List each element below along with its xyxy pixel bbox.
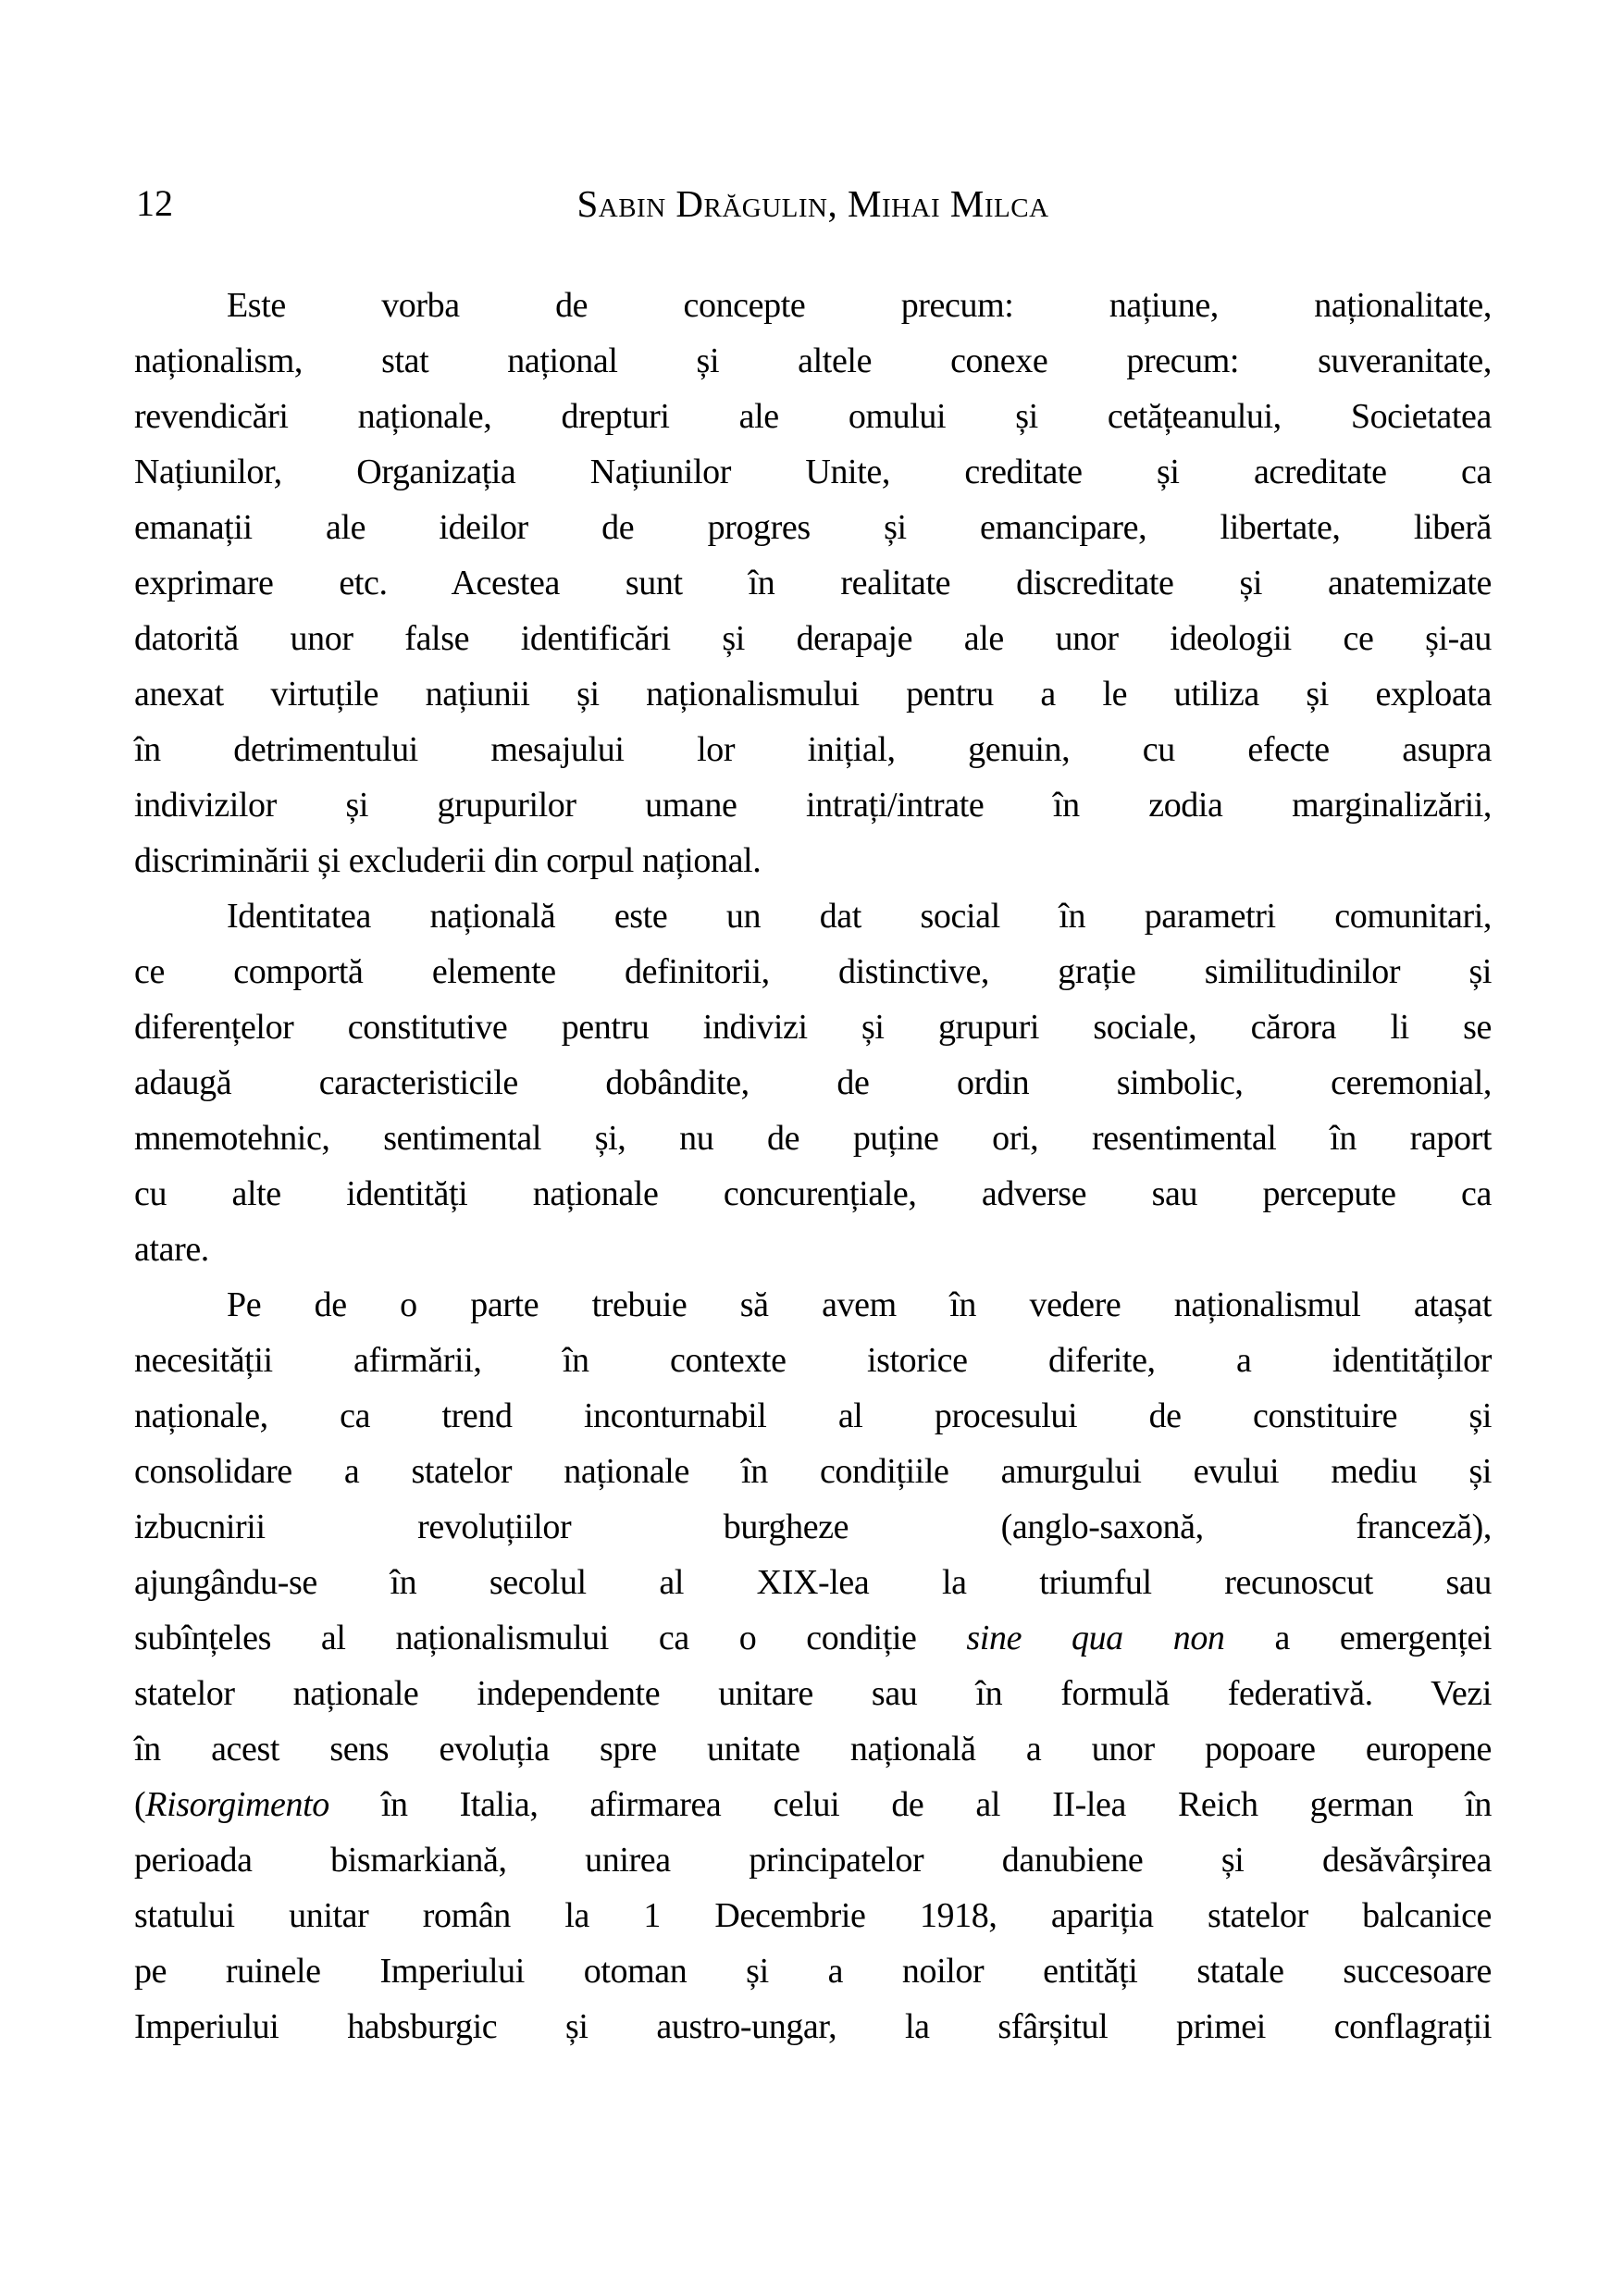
text-segment: în detrimentului mesajului lor inițial, genuin, cu efecte asupra bbox=[134, 730, 1492, 769]
text-line bbox=[134, 1499, 1492, 1555]
text-line bbox=[134, 1166, 1492, 1222]
text-line bbox=[134, 1555, 1492, 1610]
text-segment: Națiunilor, Organizația Națiunilor Unite, creditate și acreditate ca bbox=[134, 453, 1492, 491]
text-segment: atare. bbox=[134, 1230, 209, 1269]
text-line bbox=[134, 555, 1492, 611]
text-line bbox=[134, 1055, 1492, 1111]
text-segment: emanații ale ideilor de progres și emancipare, libertate, liberă bbox=[134, 508, 1492, 547]
text-line bbox=[134, 1999, 1492, 2054]
text-segment: Imperiului habsburgic și austro-ungar, la sfârșitul primei conflagrații bbox=[134, 2007, 1492, 2046]
text-segment: pe ruinele Imperiului otoman și a noilor entități statale succesoare bbox=[134, 1952, 1492, 1991]
text-line bbox=[134, 722, 1492, 777]
text-segment: Pe de o parte trebuie să avem în vedere naționalismul atașat bbox=[227, 1285, 1492, 1324]
page-body bbox=[134, 278, 1492, 2054]
page-number: 12 bbox=[136, 182, 173, 224]
text-line bbox=[134, 1333, 1492, 1388]
text-line bbox=[134, 1610, 1492, 1666]
text-segment: perioada bismarkiană, unirea principatelor danubiene și desăvârșirea bbox=[134, 1841, 1492, 1880]
text-segment: ( bbox=[134, 1785, 146, 1824]
text-line bbox=[134, 1832, 1492, 1888]
text-line bbox=[134, 278, 1492, 333]
text-line bbox=[134, 1943, 1492, 1999]
text-line bbox=[134, 888, 1492, 944]
text-line bbox=[134, 389, 1492, 444]
text-segment: în acest sens evoluția spre unitate națională a unor popoare europene bbox=[134, 1730, 1492, 1769]
text-line bbox=[134, 1388, 1492, 1444]
text-segment: ce comportă elemente definitorii, distinctive, grație similitudinilor și bbox=[134, 952, 1492, 991]
text-line bbox=[134, 999, 1492, 1055]
text-segment: mnemotehnic, sentimental și, nu de puține ori, resentimental în raport bbox=[134, 1119, 1492, 1158]
text-segment: exprimare etc. Acestea sunt în realitate discreditate și anatemizate bbox=[134, 564, 1492, 602]
text-line bbox=[134, 1888, 1492, 1943]
text-segment: Identitatea națională este un dat social în parametri comunitari, bbox=[227, 897, 1492, 936]
text-line bbox=[134, 1721, 1492, 1777]
text-line bbox=[134, 1277, 1492, 1333]
text-segment: a emergenței bbox=[1224, 1619, 1492, 1657]
text-line bbox=[134, 444, 1492, 500]
text-segment: consolidare a statelor naționale în condițiile amurgului evului mediu și bbox=[134, 1452, 1492, 1491]
text-segment: datorită unor false identificări și derapaje ale unor ideologii ce și-au bbox=[134, 619, 1492, 658]
text-segment: revendicări naționale, drepturi ale omului și cetățeanului, Societatea bbox=[134, 397, 1492, 436]
text-line bbox=[134, 500, 1492, 555]
text-line bbox=[134, 1666, 1492, 1721]
text-segment: în Italia, afirmarea celui de al II-lea Reich german în bbox=[328, 1785, 1492, 1824]
text-line bbox=[134, 333, 1492, 389]
text-segment: adaugă caracteristicile dobândite, de ordin simbolic, ceremonial, bbox=[134, 1063, 1492, 1102]
text-segment: izbucnirii revoluțiilor burgheze (anglo-saxonă, franceză), bbox=[134, 1508, 1492, 1546]
text-line bbox=[134, 611, 1492, 666]
text-line bbox=[134, 1222, 1492, 1277]
running-header bbox=[134, 181, 1492, 230]
text-segment: diferențelor constitutive pentru indivizi și grupuri sociale, cărora li se bbox=[134, 1008, 1492, 1047]
text-segment: naționale, ca trend inconturnabil al procesului de constituire și bbox=[134, 1396, 1492, 1435]
italic-text-segment: Risorgimento bbox=[145, 1785, 329, 1824]
text-line bbox=[134, 777, 1492, 833]
text-line bbox=[134, 833, 1492, 888]
text-segment: naționalism, stat național și altele conexe precum: suveranitate, bbox=[134, 341, 1492, 380]
text-segment: Este vorba de concepte precum: națiune, naționalitate, bbox=[227, 286, 1492, 325]
text-segment: cu alte identități naționale concurențiale, adverse sau percepute ca bbox=[134, 1174, 1492, 1213]
italic-text-segment: sine qua non bbox=[966, 1619, 1225, 1657]
text-line bbox=[134, 666, 1492, 722]
text-segment: ajungându-se în secolul al XIX-lea la triumful recunoscut sau bbox=[134, 1563, 1492, 1602]
text-line bbox=[134, 1111, 1492, 1166]
text-segment: anexat virtuțile națiunii și naționalismului pentru a le utiliza și exploata bbox=[134, 675, 1492, 714]
text-segment: discriminării și excluderii din corpul național. bbox=[134, 841, 762, 880]
text-segment: statului unitar român la 1 Decembrie 1918, apariția statelor balcanice bbox=[134, 1896, 1492, 1935]
text-segment: indivizilor și grupurilor umane intrați/intrate în zodia marginalizării, bbox=[134, 786, 1492, 825]
header-title: Sabin Drăgulin, Mihai Milca bbox=[576, 182, 1049, 225]
text-segment: subînțeles al naționalismului ca o condiție bbox=[134, 1619, 967, 1657]
text-line bbox=[134, 944, 1492, 999]
text-line bbox=[134, 1777, 1492, 1832]
text-segment: statelor naționale independente unitare sau în formulă federativă. Vezi bbox=[134, 1674, 1492, 1713]
text-line bbox=[134, 1444, 1492, 1499]
text-segment: necesității afirmării, în contexte istorice diferite, a identităților bbox=[134, 1341, 1492, 1380]
